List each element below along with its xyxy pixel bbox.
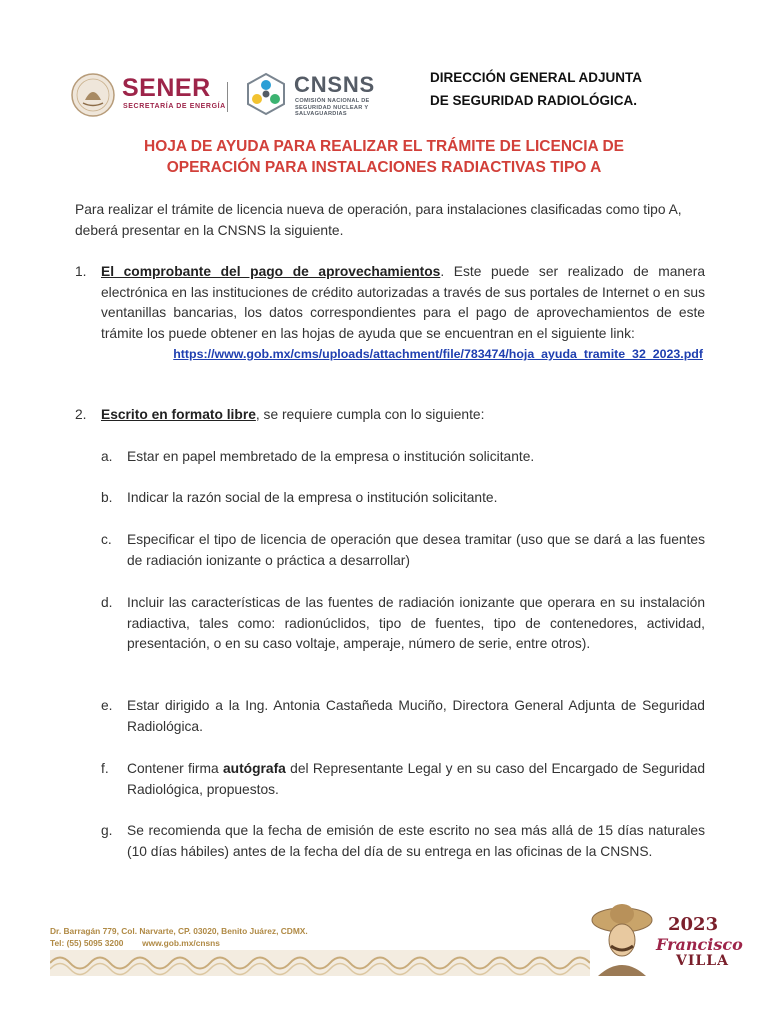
logo-divider bbox=[227, 82, 228, 112]
sub-item-text-before: Contener firma bbox=[127, 761, 223, 776]
item-text bbox=[101, 262, 705, 344]
payment-help-link[interactable]: https://www.gob.mx/cms/uploads/attachment/file/783474/hoja_ayuda_tramite_32_2023.pdf bbox=[173, 347, 703, 361]
footer-phone: Tel: (55) 5095 3200 bbox=[50, 938, 124, 948]
sener-subtitle: SECRETARÍA DE ENERGÍA bbox=[123, 103, 226, 110]
sener-logo-text: SENER bbox=[122, 74, 211, 102]
sub-item-e bbox=[101, 696, 705, 737]
department-line-2: DE SEGURIDAD RADIOLÓGICA. bbox=[430, 93, 638, 108]
sub-item-d bbox=[101, 593, 705, 655]
intro-paragraph bbox=[75, 200, 705, 241]
sub-item-letter: e. bbox=[101, 698, 113, 713]
department-line-1: DIRECCIÓN GENERAL ADJUNTA bbox=[430, 70, 643, 85]
item-text bbox=[101, 405, 705, 426]
sub-item-text bbox=[127, 759, 705, 800]
sub-item-letter: d. bbox=[101, 595, 113, 610]
sub-item-b bbox=[101, 488, 705, 509]
footer-contact bbox=[50, 937, 308, 949]
sub-item-text: Estar dirigido a la Ing. Antonia Castañeda Muciño, Directora General Adjunta de Seguridad Radiológica. bbox=[127, 698, 705, 734]
item-heading: Escrito en formato libre bbox=[101, 407, 256, 422]
item-body: , se requiere cumpla con lo siguiente: bbox=[255, 407, 485, 422]
logo-name-1: Francisco bbox=[656, 935, 743, 954]
sub-item-letter: a. bbox=[101, 449, 113, 464]
sub-item-f bbox=[101, 759, 705, 800]
sub-item-letter: f. bbox=[101, 761, 109, 776]
sub-item-letter: b. bbox=[101, 490, 113, 505]
footer-address-block bbox=[50, 925, 308, 949]
footer-website[interactable]: www.gob.mx/cnsns bbox=[142, 938, 220, 948]
list-item-2 bbox=[75, 405, 705, 426]
sub-item-text: Estar en papel membretado de la empresa o institución solicitante. bbox=[127, 449, 535, 464]
item-number: 1. bbox=[75, 264, 87, 279]
sub-item-c bbox=[101, 530, 705, 571]
sub-item-text: Incluir las características de las fuentes de radiación ionizante que operara en su instalación radiactiva, tales como: radionúclidos, tipo de fuentes, tipo de contenedores, actividad, presentación, o en su caso voltaje, amperaje, número de serie, entre otros). bbox=[127, 595, 705, 651]
title-line-1: HOJA DE AYUDA PARA REALIZAR EL TRÁMITE DE LICENCIA DE bbox=[144, 138, 624, 155]
logo-year: 2023 bbox=[668, 914, 719, 935]
document-title bbox=[60, 136, 708, 178]
intro-text: Para realizar el trámite de licencia nueva de operación, para instalaciones clasificadas como tipo A, deberá presentar en la CNSNS la siguiente. bbox=[75, 202, 682, 238]
cnsns-logo-text: CNSNS bbox=[294, 72, 376, 97]
mexico-coat-of-arms-icon bbox=[70, 72, 116, 118]
sub-item-a bbox=[101, 447, 705, 468]
item-heading: El comprobante del pago de aprovechamientos bbox=[101, 264, 441, 279]
department-name bbox=[430, 66, 642, 112]
decorative-footer-band-icon bbox=[50, 950, 590, 976]
cnsns-subtitle: COMISIÓN NACIONAL DE SEGURIDAD NUCLEAR Y SALVAGUARDIAS bbox=[295, 98, 370, 117]
letterhead bbox=[68, 60, 708, 130]
logo-name-2: VILLA bbox=[676, 953, 729, 969]
sub-item-text: Se recomienda que la fecha de emisión de este escrito no sea más allá de 15 días naturales (10 días hábiles) antes de la fecha del día de su entrega en las oficinas de la CNSNS. bbox=[127, 823, 705, 859]
item-number: 2. bbox=[75, 407, 87, 422]
title-line-2: OPERACIÓN PARA INSTALACIONES RADIACTIVAS TIPO A bbox=[166, 159, 602, 176]
item-body: . Este puede ser realizado de manera electrónica en las instituciones de crédito autorizadas a través de sus portales de Internet o en sus ventanillas bancarias, los datos correspondientes para el pago de aprovechamientos de este trámite los puede obtener en las hojas de ayuda que se encuentran en el siguiente link: bbox=[101, 264, 706, 341]
footer-address: Dr. Barragán 779, Col. Narvarte, CP. 03020, Benito Juárez, CDMX. bbox=[50, 926, 308, 936]
sub-item-text-after: del Representante Legal y en su caso del Encargado de Seguridad Radiológica, propuestos. bbox=[127, 761, 705, 797]
sub-item-letter: g. bbox=[101, 823, 113, 838]
cnsns-emblem-icon bbox=[244, 72, 288, 116]
sub-item-text: Especificar el tipo de licencia de operación que desea tramitar (uso que se dará a las fuentes de radiación ionizante o práctica a desarrollar) bbox=[127, 532, 705, 568]
sub-item-g bbox=[101, 821, 705, 862]
list-item-1 bbox=[75, 262, 705, 365]
sub-item-letter: c. bbox=[101, 532, 112, 547]
sub-item-text: Indicar la razón social de la empresa o institución solicitante. bbox=[127, 490, 498, 505]
sub-item-text-bold: autógrafa bbox=[222, 761, 286, 776]
